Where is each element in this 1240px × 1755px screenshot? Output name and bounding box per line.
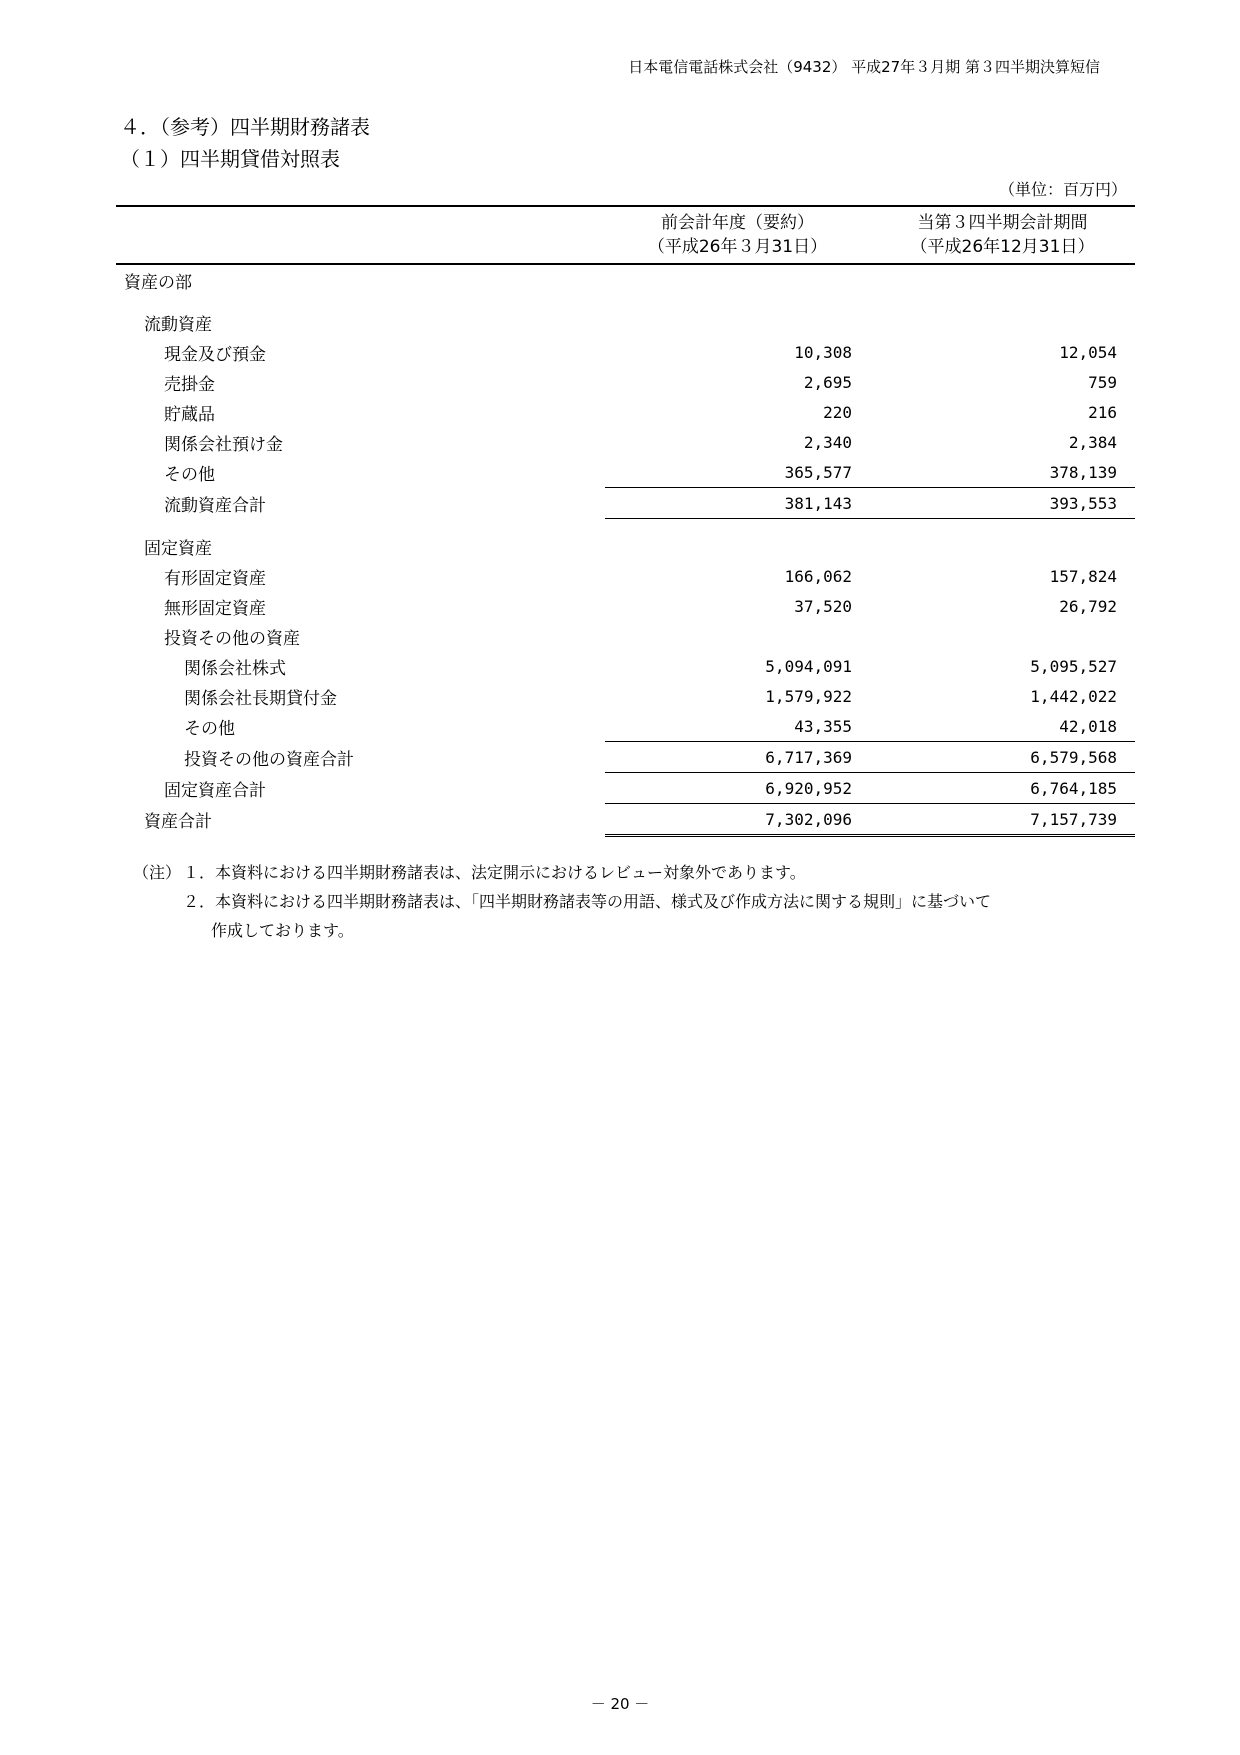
table-row xyxy=(116,367,1135,397)
table-row xyxy=(116,337,1135,367)
value-prior: 5,094,091 xyxy=(765,656,852,676)
table-row-grand-total xyxy=(116,804,1135,836)
notes-section xyxy=(133,858,1143,945)
value-prior: 365,577 xyxy=(784,462,852,482)
table-row xyxy=(116,711,1135,742)
section-title: ４．（参考）四半期財務諸表 xyxy=(120,115,370,139)
table-row-subtotal xyxy=(116,773,1135,804)
note-1: １．本資料における四半期財務諸表は、法定開示におけるレビュー対象外であります。 xyxy=(183,863,806,882)
value-current: 5,095,527 xyxy=(1030,656,1117,676)
table-row xyxy=(116,264,1135,295)
document-header: 日本電信電話株式会社（9432） 平成27年３月期 第３四半期決算短信 xyxy=(628,58,1100,76)
row-label: その他 xyxy=(184,718,235,739)
value-prior: 37,520 xyxy=(794,596,852,616)
unit-label: （単位：百万円） xyxy=(998,180,1127,199)
row-label: 関係会社預け金 xyxy=(164,434,283,455)
column-header-current-period-line2: （平成26年12月31日） xyxy=(910,237,1095,257)
value-prior: 166,062 xyxy=(784,566,852,586)
column-header-current-period-line1: 当第３四半期会計期間 xyxy=(917,213,1088,233)
column-header-prior-year xyxy=(605,206,870,264)
value-current: 6,579,568 xyxy=(870,742,1135,773)
value-current: 42,018 xyxy=(1059,716,1117,736)
table-row xyxy=(116,591,1135,621)
value-current: 216 xyxy=(1088,402,1117,422)
value-prior: 6,920,952 xyxy=(605,773,870,804)
balance-sheet-table xyxy=(116,205,1135,837)
page-number: － 20 － xyxy=(590,1695,650,1713)
value-current: 6,764,185 xyxy=(870,773,1135,804)
notes-label: （注） xyxy=(133,863,182,882)
row-label: 流動資産合計 xyxy=(164,495,266,516)
row-label: 貯蔵品 xyxy=(164,404,215,425)
row-label: 売掛金 xyxy=(164,374,215,395)
row-label: 資産の部 xyxy=(124,272,192,293)
row-label: 関係会社株式 xyxy=(184,658,286,679)
note-2-continued: 作成しております。 xyxy=(211,921,354,940)
value-prior: 43,355 xyxy=(794,716,852,736)
table-row-total xyxy=(116,488,1135,519)
row-label: その他 xyxy=(164,464,215,485)
table-header-row xyxy=(116,206,1135,264)
column-header-prior-year-line2: （平成26年３月31日） xyxy=(647,237,828,257)
row-label: 資産合計 xyxy=(144,812,212,832)
column-header-prior-year-line1: 前会計年度（要約） xyxy=(661,213,814,233)
value-current: 393,553 xyxy=(870,488,1135,519)
table-row xyxy=(116,561,1135,591)
column-header-current-period xyxy=(870,206,1135,264)
table-row-subtotal xyxy=(116,742,1135,773)
table-row xyxy=(116,427,1135,457)
value-current: 1,442,022 xyxy=(1030,686,1117,706)
table-row xyxy=(116,621,1135,651)
row-label: 投資その他の資産 xyxy=(164,628,300,649)
note-2: ２．本資料における四半期財務諸表は、「四半期財務諸表等の用語、様式及び作成方法に関する規則」に基づいて xyxy=(183,892,992,911)
table-row xyxy=(116,307,1135,337)
value-prior: 10,308 xyxy=(794,342,852,362)
value-prior: 220 xyxy=(823,402,852,422)
value-prior: 2,340 xyxy=(803,432,852,452)
value-current: 157,824 xyxy=(1049,566,1117,586)
row-label: 流動資産 xyxy=(144,314,212,335)
row-label: 無形固定資産 xyxy=(164,598,266,619)
value-prior: 1,579,922 xyxy=(765,686,852,706)
value-current: 12,054 xyxy=(1059,342,1117,362)
value-prior: 6,717,369 xyxy=(605,742,870,773)
table-row xyxy=(116,397,1135,427)
value-prior: 7,302,096 xyxy=(605,804,870,836)
value-current: 378,139 xyxy=(1049,462,1117,482)
value-current: 759 xyxy=(1088,372,1117,392)
table-row xyxy=(116,681,1135,711)
row-label: 投資その他の資産合計 xyxy=(184,749,354,770)
value-prior: 2,695 xyxy=(803,372,852,392)
row-label: 固定資産 xyxy=(144,538,212,559)
value-prior: 381,143 xyxy=(605,488,870,519)
row-label: 有形固定資産 xyxy=(164,568,266,589)
value-current: 2,384 xyxy=(1068,432,1117,452)
table-row xyxy=(116,457,1135,488)
row-label: 現金及び預金 xyxy=(164,344,266,365)
row-label: 固定資産合計 xyxy=(164,780,266,801)
subsection-title: （１）四半期貸借対照表 xyxy=(120,147,340,171)
table-row xyxy=(116,531,1135,561)
value-current: 26,792 xyxy=(1059,596,1117,616)
header-label-cell xyxy=(116,206,605,264)
value-current: 7,157,739 xyxy=(870,804,1135,836)
row-label: 関係会社長期貸付金 xyxy=(184,688,337,709)
table-row xyxy=(116,651,1135,681)
